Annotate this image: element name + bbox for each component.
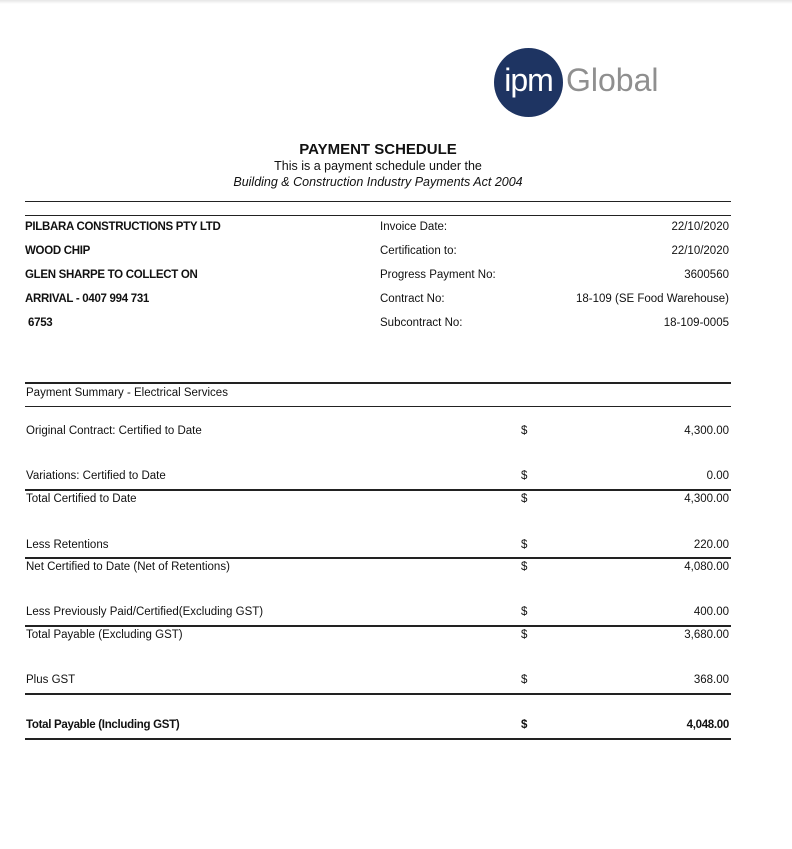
certification-to-value: 22/10/2020 <box>671 245 729 257</box>
currency-symbol: $ <box>521 674 528 686</box>
summary-row-amount: 400.00 <box>693 606 729 618</box>
summary-row-label: Variations: Certified to Date <box>26 470 166 482</box>
summary-row-label: Total Certified to Date <box>26 493 137 505</box>
currency-symbol: $ <box>521 470 528 482</box>
currency-symbol: $ <box>521 561 528 573</box>
row-divider <box>25 625 731 627</box>
summary-row-amount: 4,300.00 <box>684 493 729 505</box>
contract-no-label: Contract No: <box>380 293 445 305</box>
contract-no-value: 18-109 (SE Food Warehouse) <box>576 293 729 305</box>
logo-ipm-text: ipm <box>504 62 553 98</box>
row-divider <box>25 693 731 695</box>
progress-payment-value: 3600560 <box>684 269 729 281</box>
summary-row-label: Plus GST <box>26 674 76 686</box>
invoice-date-label: Invoice Date: <box>380 221 448 233</box>
summary-row-amount: 4,080.00 <box>684 561 729 573</box>
total-payable-amount: 4,048.00 <box>686 719 729 731</box>
total-payable-label: Total Payable (Including GST) <box>26 719 180 731</box>
summary-row-amount: 4,300.00 <box>684 425 729 437</box>
summary-row-amount: 3,680.00 <box>684 629 729 641</box>
summary-row-label: Less Retentions <box>26 539 109 551</box>
address-line-4: ARRIVAL - 0407 994 731 <box>25 293 150 305</box>
page-subtitle: This is a payment schedule under the <box>274 159 482 173</box>
currency-symbol: $ <box>521 425 528 437</box>
ipm-global-logo <box>494 48 674 118</box>
currency-symbol: $ <box>521 606 528 618</box>
summary-row-amount: 368.00 <box>693 674 729 686</box>
summary-row-label: Net Certified to Date (Net of Retentions) <box>26 561 230 573</box>
summary-row-amount: 220.00 <box>693 539 729 551</box>
summary-heading-divider <box>25 406 731 407</box>
summary-row-label: Original Contract: Certified to Date <box>26 425 202 437</box>
address-line-2: WOOD CHIP <box>25 245 91 257</box>
certification-to-label: Certification to: <box>380 245 457 257</box>
address-line-3: GLEN SHARPE TO COLLECT ON <box>25 269 198 281</box>
invoice-date-value: 22/10/2020 <box>671 221 729 233</box>
page-title: PAYMENT SCHEDULE <box>299 141 457 158</box>
header-divider <box>25 201 731 202</box>
subcontract-no-label: Subcontract No: <box>380 317 463 329</box>
summary-row-label: Less Previously Paid/Certified(Excluding GST) <box>26 606 264 618</box>
act-name: Building & Construction Industry Payments Act 2004 <box>233 175 523 189</box>
address-line-5: 6753 <box>28 317 53 329</box>
currency-symbol: $ <box>521 629 528 641</box>
summary-row-amount: 0.00 <box>706 470 729 482</box>
logo-global-text: Global <box>566 62 659 98</box>
info-top-divider <box>25 215 731 216</box>
subcontract-no-value: 18-109-0005 <box>663 317 729 329</box>
currency-symbol: $ <box>521 539 528 551</box>
summary-top-divider <box>25 382 731 384</box>
currency-symbol: $ <box>521 719 528 731</box>
currency-symbol: $ <box>521 493 528 505</box>
row-divider <box>25 557 731 559</box>
row-divider <box>25 489 731 491</box>
summary-row-label: Total Payable (Excluding GST) <box>26 629 183 641</box>
summary-heading: Payment Summary - Electrical Services <box>26 387 228 399</box>
total-divider <box>25 738 731 740</box>
progress-payment-label: Progress Payment No: <box>380 269 496 281</box>
top-shade <box>0 0 792 4</box>
address-line-1: PILBARA CONSTRUCTIONS PTY LTD <box>25 221 221 233</box>
